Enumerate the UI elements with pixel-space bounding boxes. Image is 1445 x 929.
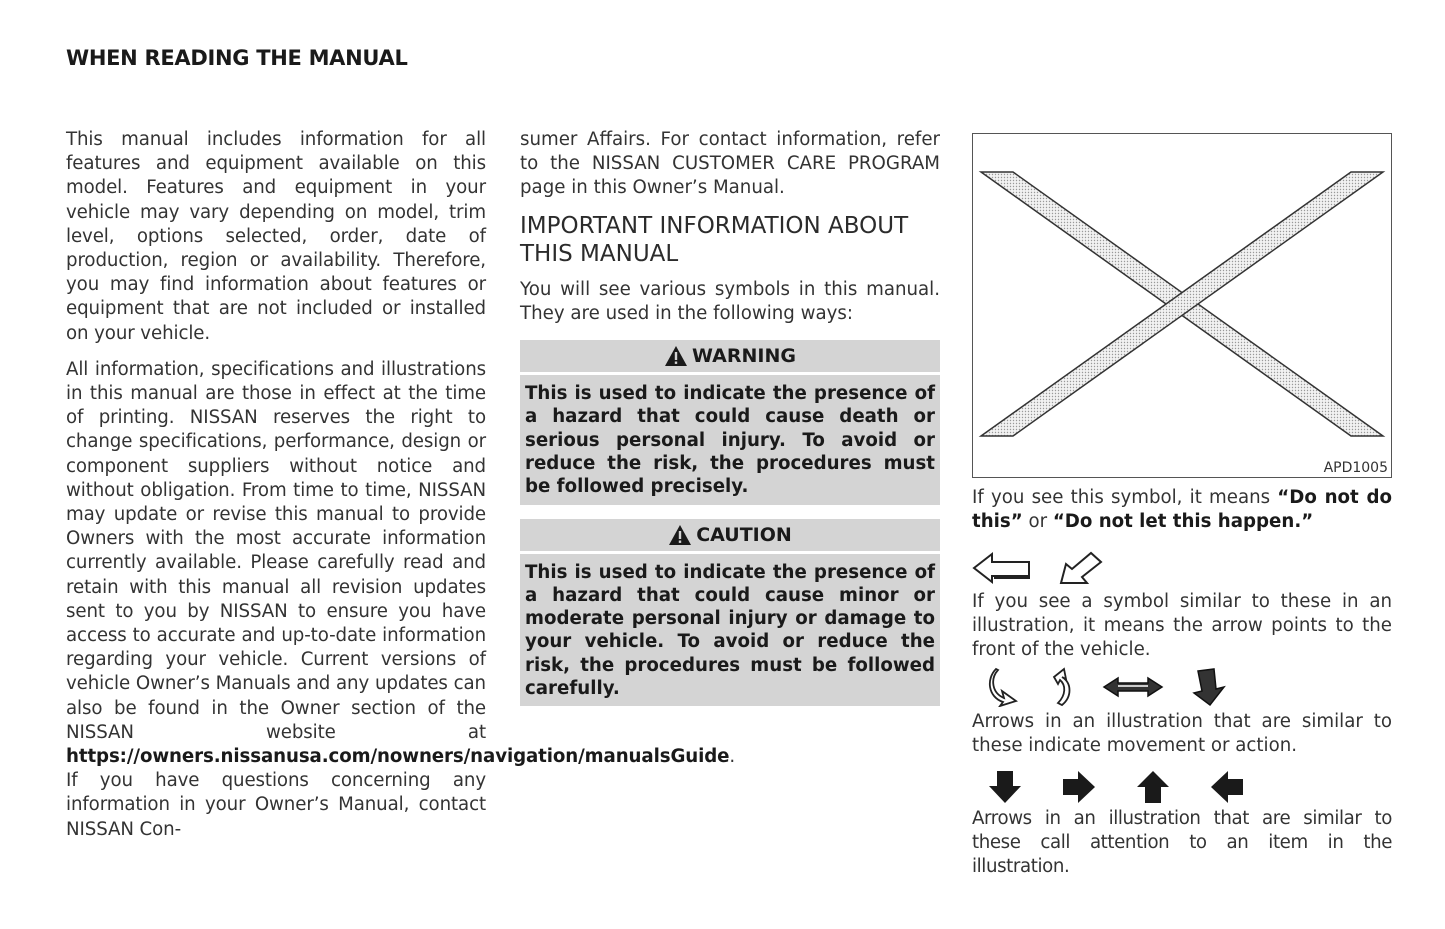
front-left-arrow-icon xyxy=(972,551,1032,585)
do-not-caption-c: or xyxy=(1022,511,1053,532)
section-heading: IMPORTANT INFORMATION ABOUT THIS MANUAL xyxy=(520,212,909,267)
arrow-up-icon xyxy=(1136,770,1170,804)
front-arrows-caption: If you see a symbol similar to these in an illustration, it means the arrow points to the front of the vehicle. xyxy=(972,591,1392,660)
figure-id: APD1005 xyxy=(1323,460,1388,476)
warning-title-bar xyxy=(520,340,940,372)
intro-paragraph: This manual includes information for all features and equipment available on this model. Features and equipment in your vehicle may vary depending on model, trim level, options selected, order, date of production, region or availability. Therefore, you may find information about features or equipment that are not included or installed on your vehicle. xyxy=(66,129,486,344)
do-not-caption-a: If you see this symbol, it means xyxy=(972,487,1278,508)
warning-box xyxy=(520,340,940,504)
warning-body: This is used to indicate the presence of a hazard that could cause death or serious personal injury. To avoid or reduce the risk, the procedures must be followed precisely. xyxy=(520,375,940,504)
page-header: WHEN READING THE MANUAL xyxy=(66,46,408,70)
do-not-caption xyxy=(972,486,1392,534)
bent-arrow-down-icon xyxy=(1190,667,1230,707)
manuals-url-link[interactable]: https://owners.nissanusa.com/nowners/navigation/manualsGuide xyxy=(66,746,730,768)
front-diagonal-arrow-icon xyxy=(1058,550,1104,586)
column-2 xyxy=(520,128,940,706)
attention-arrows-row xyxy=(972,768,1392,806)
front-arrows-row xyxy=(972,548,1392,588)
curved-arrow-down-icon xyxy=(988,667,1022,707)
double-arrow-icon xyxy=(1102,674,1164,700)
movement-arrows-caption: Arrows in an illustration that are similar to these indicate movement or action. xyxy=(972,711,1392,756)
do-not-figure xyxy=(972,133,1392,478)
column-3 xyxy=(972,128,1392,879)
arrow-down-icon xyxy=(988,770,1022,804)
curved-arrow-up-icon xyxy=(1048,667,1078,707)
caution-triangle-icon xyxy=(668,524,692,546)
consumer-affairs-paragraph: sumer Affairs. For contact information, refer to the NISSAN CUSTOMER CARE PROGRAM page in this Owner’s Manual. xyxy=(520,129,940,199)
caution-title: CAUTION xyxy=(696,523,792,546)
caution-title-bar xyxy=(520,519,940,551)
info-text-end: . If you have questions concerning any information in your Owner’s Manual, contact NISSAN Con- xyxy=(66,746,736,840)
symbols-intro: You will see various symbols in this manual. They are used in the following ways: xyxy=(520,278,940,324)
caution-box xyxy=(520,519,940,707)
movement-arrows-row xyxy=(972,666,1392,708)
warning-title: WARNING xyxy=(692,345,796,368)
do-not-caption-b: “Do not do this” xyxy=(972,487,1392,532)
caution-body: This is used to indicate the presence of a hazard that could cause minor or moderate personal injury or damage to your vehicle. To avoid or reduce the risk, the procedures must be followed carefully. xyxy=(520,554,940,707)
do-not-caption-d: “Do not let this happen.” xyxy=(1052,511,1314,532)
attention-arrows-caption: Arrows in an illustration that are similar to these call attention to an item in the illustration. xyxy=(972,808,1392,877)
arrow-right-icon xyxy=(1062,770,1096,804)
arrow-left-icon xyxy=(1210,770,1244,804)
do-not-x-icon xyxy=(973,134,1391,477)
info-text: All information, specifications and illustrations in this manual are those in effect at the time of printing. NISSAN reserves the right to change specifications, performance, design or component suppliers without notice and without obligation. From time to time, NISSAN may update or revise this manual to provide Owners with the most accurate information currently available. Please carefully read and retain with this manual all revision updates sent to you by NISSAN to ensure you have access to accurate and up-to-date information regarding your vehicle. Current versions of vehicle Owner’s Manuals and any updates can also be found in the Owner section of the NISSAN website at xyxy=(66,358,486,743)
warning-triangle-icon xyxy=(664,345,688,367)
